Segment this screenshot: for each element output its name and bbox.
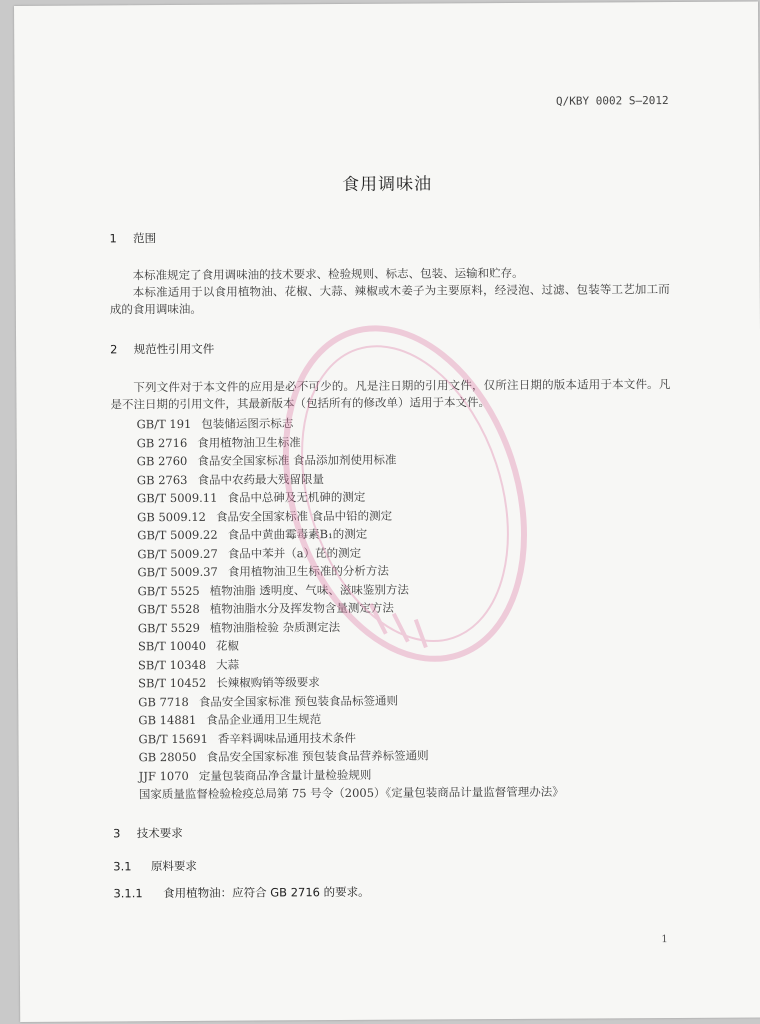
document-page bbox=[14, 1, 760, 1022]
clause-number: 3.1.1 bbox=[113, 886, 143, 901]
reference-title: 花椒 bbox=[215, 638, 240, 653]
section-title: 范围 bbox=[133, 231, 157, 246]
reference-code: GB/T 5009.11 bbox=[136, 490, 218, 506]
reference-code: GB 5009.12 bbox=[137, 509, 207, 524]
reference-code: GB/T 5525 bbox=[137, 583, 200, 598]
reference-title: 长辣椒购销等级要求 bbox=[216, 675, 320, 690]
section-2-heading bbox=[110, 341, 214, 358]
reference-title: 食用植物油卫生标准的分析方法 bbox=[227, 563, 389, 579]
reference-title: 大蒜 bbox=[216, 657, 240, 672]
reference-title: 食品中黄曲霉毒素B₁的测定 bbox=[227, 526, 368, 542]
reference-code: GB/T 5009.37 bbox=[137, 564, 218, 580]
scope-paragraph-1: 本标准规定了食用调味油的技术要求、检验规则、标志、包装、运输和贮存。 bbox=[132, 265, 524, 283]
reference-item bbox=[139, 783, 564, 804]
reference-title: 食用植物油卫生标准 bbox=[197, 434, 301, 450]
reference-list bbox=[137, 413, 564, 804]
section-title: 技术要求 bbox=[136, 825, 183, 841]
reference-code: GB 2760 bbox=[136, 453, 188, 469]
reference-title: 植物油脂 透明度、气味、滋味鉴别方法 bbox=[209, 582, 409, 598]
reference-code: GB 2763 bbox=[136, 472, 188, 487]
reference-code: GB 14881 bbox=[138, 712, 197, 728]
reference-code: GB 28050 bbox=[138, 749, 197, 765]
reference-code: GB/T 191 bbox=[136, 416, 192, 432]
section-3-1-heading bbox=[113, 858, 197, 875]
document-number: Q/KBY 0002 S—2012 bbox=[555, 94, 669, 108]
reference-title: 食品安全国家标准 预包装食品标签通则 bbox=[198, 693, 399, 709]
reference-code: GB/T 5009.27 bbox=[137, 546, 218, 561]
scope-text bbox=[110, 264, 670, 318]
reference-title: 食品安全国家标准 食品添加剂使用标准 bbox=[197, 452, 397, 468]
reference-code: GB/T 5009.22 bbox=[137, 527, 218, 543]
reference-title: 植物油脂水分及挥发物含量测定方法 bbox=[209, 600, 394, 616]
reference-title: 食品中苯并（a）芘的测定 bbox=[227, 545, 362, 561]
reference-title: 食品企业通用卫生规范 bbox=[206, 712, 322, 727]
reference-title: 香辛料调味品通用技术条件 bbox=[217, 730, 356, 746]
normative-intro-paragraph: 下列文件对于本文件的应用是必不可少的。凡是注日期的引用文件，仅所注日期的版本适用于本文件。凡是不注日期的引用文件，其最新版本（包括所有的修改单）适用于本文件。 bbox=[110, 376, 671, 412]
reference-title: 食品安全国家标准 预包装食品营养标签通则 bbox=[206, 748, 429, 764]
reference-title: 定量包装商品净含量计量检验规则 bbox=[198, 767, 372, 783]
section-1-heading bbox=[109, 230, 156, 246]
reference-code: GB/T 5529 bbox=[137, 620, 200, 635]
reference-code: GB/T 15691 bbox=[138, 731, 208, 746]
scope-paragraph-2: 本标准适用于以食用植物油、花椒、大蒜、辣椒或木姜子为主要原料，经浸泡、过滤、包装等工艺加工而成的食用调味油。 bbox=[109, 281, 670, 317]
reference-title: 包装储运图示标志 bbox=[201, 416, 294, 431]
clause-text: 食用植物油：应符合 GB 2716 的要求。 bbox=[163, 884, 370, 901]
section-number: 2 bbox=[110, 342, 118, 357]
reference-code: GB/T 5528 bbox=[137, 601, 200, 617]
reference-title: 食品安全国家标准 食品中铅的测定 bbox=[215, 508, 393, 524]
reference-code: SB/T 10452 bbox=[138, 675, 207, 691]
section-title: 规范性引用文件 bbox=[133, 341, 215, 357]
section-title: 原料要求 bbox=[150, 858, 197, 874]
section-3-heading bbox=[113, 825, 183, 841]
reference-code: JJF 1070 bbox=[138, 768, 189, 783]
document-title: 食用调味油 bbox=[342, 174, 433, 195]
reference-title: 植物油脂检验 杂质测定法 bbox=[209, 619, 341, 635]
reference-title: 国家质量监督检验检疫总局第 75 号令（2005）《定量包装商品计量监督管理办法》 bbox=[138, 784, 564, 802]
section-number: 3 bbox=[113, 826, 121, 841]
reference-code: SB/T 10040 bbox=[137, 638, 207, 654]
clause-3-1-1 bbox=[113, 884, 369, 902]
section-number: 1 bbox=[109, 231, 117, 246]
page-number: 1 bbox=[661, 934, 668, 946]
reference-code: GB 2716 bbox=[136, 435, 188, 450]
reference-code: SB/T 10348 bbox=[137, 657, 207, 672]
reference-title: 食品中农药最大残留限量 bbox=[197, 471, 324, 487]
reference-title: 食品中总砷及无机砷的测定 bbox=[227, 489, 366, 505]
reference-code: GB 7718 bbox=[138, 694, 189, 709]
section-number: 3.1 bbox=[113, 859, 132, 874]
normative-intro bbox=[110, 376, 670, 413]
